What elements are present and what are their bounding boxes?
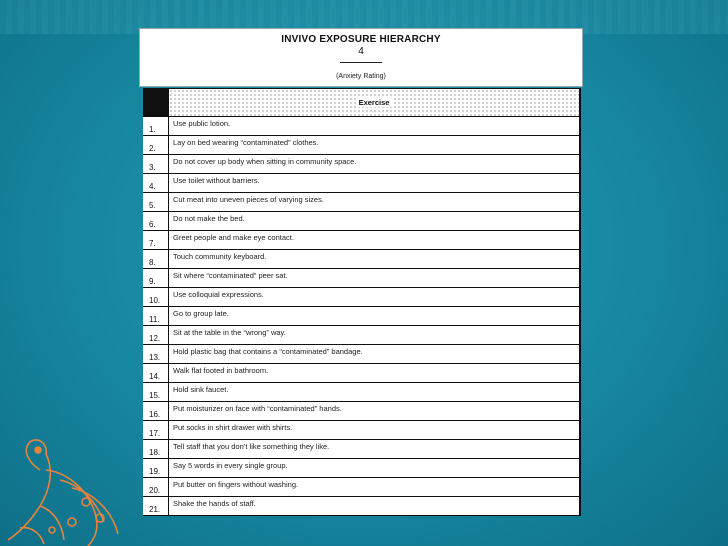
- row-number: 21.: [143, 497, 168, 515]
- row-number: 1.: [143, 117, 168, 135]
- exercise-cell: Tell staff that you don’t like something they like.: [169, 440, 579, 458]
- table-row: [143, 440, 581, 458]
- row-number: 17.: [143, 421, 168, 439]
- row-number: 7.: [143, 231, 168, 249]
- table-row: [143, 231, 581, 249]
- row-number: 6.: [143, 212, 168, 230]
- table-row: [143, 383, 581, 401]
- exercise-cell: Do not make the bed.: [169, 212, 579, 230]
- row-number: 3.: [143, 155, 168, 173]
- row-number: 8.: [143, 250, 168, 268]
- hierarchy-number: 4: [358, 46, 364, 57]
- table-row: [143, 155, 581, 173]
- row-number: 9.: [143, 269, 168, 287]
- exercise-cell: Greet people and make eye contact.: [169, 231, 579, 249]
- table-row: [143, 193, 581, 211]
- exercise-cell: Lay on bed wearing “contaminated” clothes.: [169, 136, 579, 154]
- table-row: [143, 269, 581, 287]
- worksheet-header: [139, 28, 583, 87]
- exercise-cell: Cut meat into uneven pieces of varying sizes.: [169, 193, 579, 211]
- rating-blank-line: [340, 62, 382, 63]
- exercise-cell: Use public lotion.: [169, 117, 579, 135]
- exercise-cell: Hold plastic bag that contains a “contaminated” bandage.: [169, 345, 579, 363]
- exercise-cell: Hold sink faucet.: [169, 383, 579, 401]
- table-row: [143, 402, 581, 420]
- exercise-cell: Shake the hands of staff.: [169, 497, 579, 515]
- rating-label: (Anxiety Rating): [336, 73, 386, 80]
- exercise-cell: Put socks in shirt drawer with shirts.: [169, 421, 579, 439]
- table-row: [143, 326, 581, 344]
- table-row: [143, 459, 581, 477]
- table-row: [143, 345, 581, 363]
- row-number: 4.: [143, 174, 168, 192]
- exercise-cell: Touch community keyboard.: [169, 250, 579, 268]
- peacock-ornament-icon: [0, 410, 140, 546]
- exercise-cell: Walk flat footed in bathroom.: [169, 364, 579, 382]
- table-row: [143, 421, 581, 439]
- exercise-cell: Use colloquial expressions.: [169, 288, 579, 306]
- table-row: [143, 497, 581, 515]
- exercise-cell: Say 5 words in every single group.: [169, 459, 579, 477]
- exercise-cell: Do not cover up body when sitting in community space.: [169, 155, 579, 173]
- table-row: [143, 288, 581, 306]
- row-number: 2.: [143, 136, 168, 154]
- table-row: [143, 212, 581, 230]
- table-row: [143, 117, 581, 135]
- row-number: 16.: [143, 402, 168, 420]
- table-row: [143, 307, 581, 325]
- row-number: 19.: [143, 459, 168, 477]
- table-row: [143, 364, 581, 382]
- exercise-cell: Put butter on fingers without washing.: [169, 478, 579, 496]
- row-number: 14.: [143, 364, 168, 382]
- row-number: 13.: [143, 345, 168, 363]
- exercise-cell: Use toilet without barriers.: [169, 174, 579, 192]
- table-header: [169, 89, 579, 116]
- page-title: INVIVO EXPOSURE HIERARCHY: [281, 34, 441, 45]
- table-row: [143, 174, 581, 192]
- exercise-cell: Put moisturizer on face with “contaminated” hands.: [169, 402, 579, 420]
- table-row: [143, 136, 581, 154]
- exercise-cell: Go to group late.: [169, 307, 579, 325]
- row-number: 12.: [143, 326, 168, 344]
- row-number: 10.: [143, 288, 168, 306]
- row-number: 20.: [143, 478, 168, 496]
- row-number: 15.: [143, 383, 168, 401]
- column-header-exercise: Exercise: [356, 98, 393, 107]
- exercise-cell: Sit where “contaminated” peer sat.: [169, 269, 579, 287]
- table-row: [143, 250, 581, 268]
- row-number: 11.: [143, 307, 168, 325]
- exercise-table: [143, 88, 581, 516]
- table-row: [143, 478, 581, 496]
- exercise-cell: Sit at the table in the “wrong” way.: [169, 326, 579, 344]
- row-number: 18.: [143, 440, 168, 458]
- row-number: 5.: [143, 193, 168, 211]
